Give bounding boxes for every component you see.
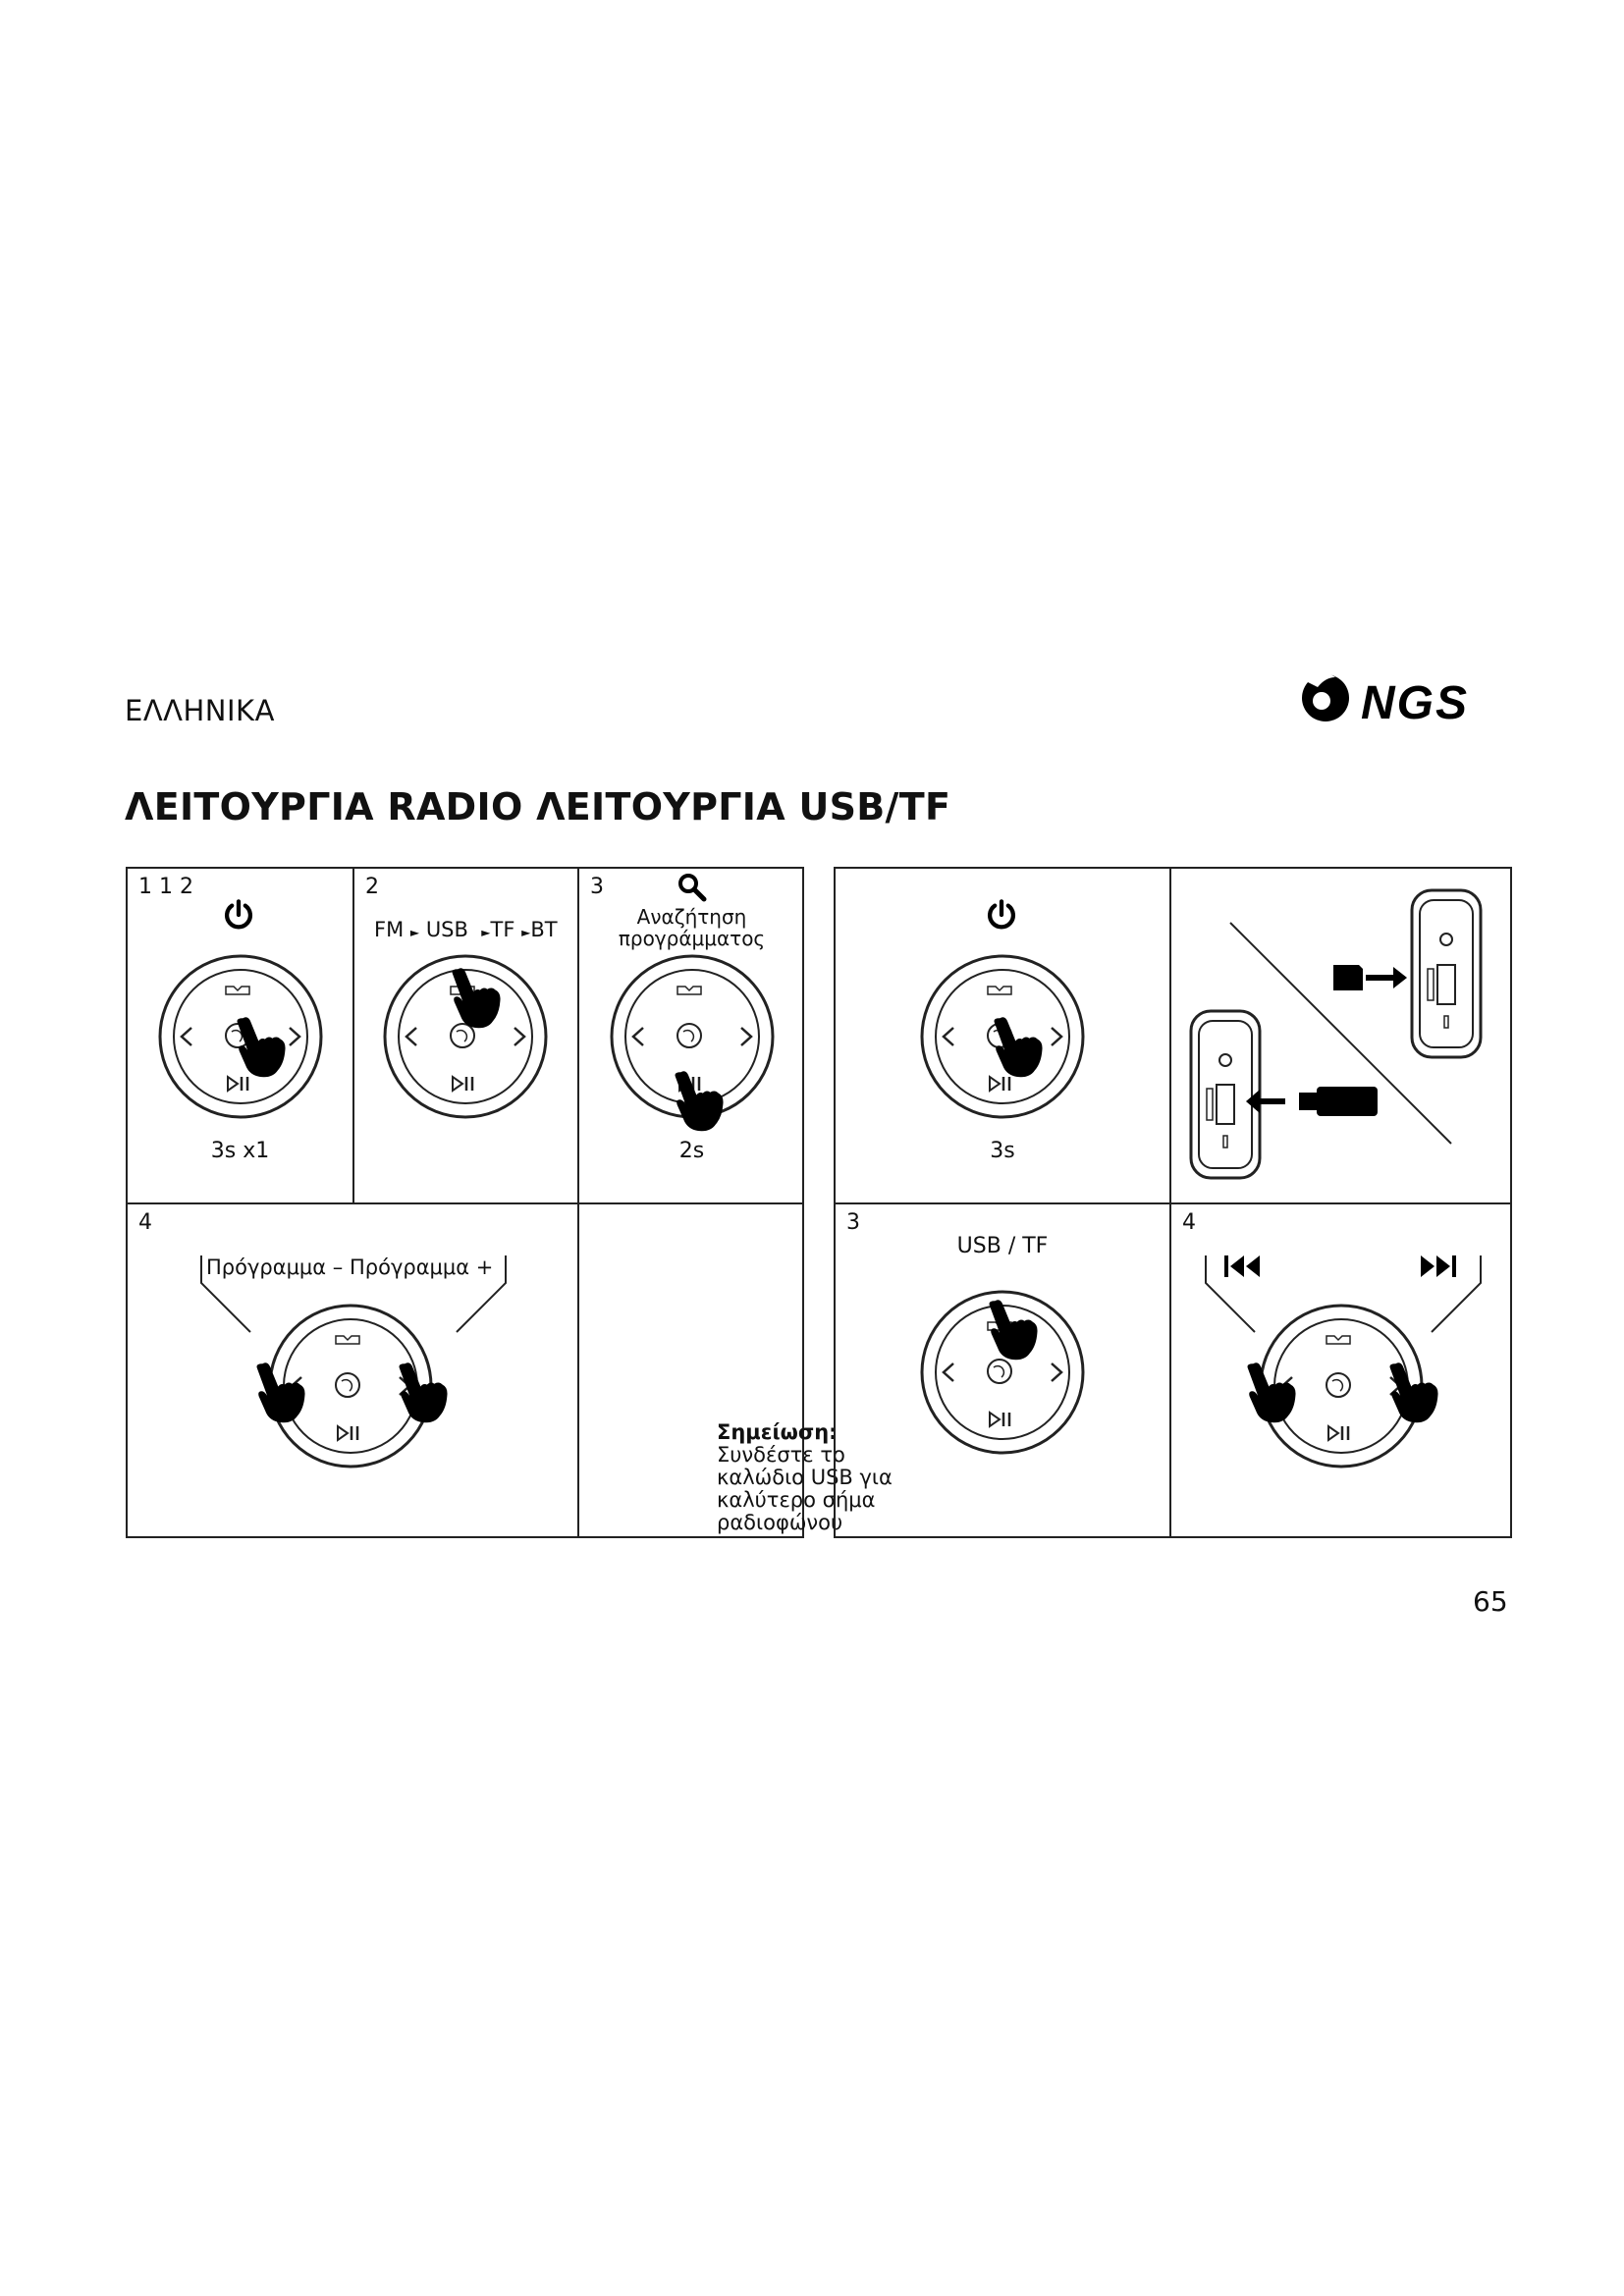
hand-press-icon xyxy=(988,1299,1043,1363)
power-icon xyxy=(985,898,1018,932)
step-duration: 3s xyxy=(990,1139,1015,1163)
step-duration: 2s xyxy=(678,1139,705,1163)
hand-press-left-icon xyxy=(255,1362,310,1426)
radio-instructions-panel xyxy=(126,867,893,1538)
arrow-right-icon: ► xyxy=(481,926,491,939)
mode-usb: USB xyxy=(425,918,468,941)
page-number: 65 xyxy=(1473,1585,1508,1618)
usb-step-4 xyxy=(1171,1204,1510,1538)
step-number: 4 xyxy=(138,1210,152,1235)
step-duration: 3s x1 xyxy=(210,1139,270,1163)
hand-press-right-icon xyxy=(1388,1362,1443,1426)
search-label-line-2: προγράμματος xyxy=(618,927,766,950)
logo-text: NGS xyxy=(1361,677,1470,728)
radio-step-4 xyxy=(128,1204,577,1538)
mode-bt: BT xyxy=(530,918,558,941)
radio-step-2 xyxy=(354,869,577,1202)
brand-logo xyxy=(1294,667,1510,728)
power-icon xyxy=(222,898,255,932)
step-number: 3 xyxy=(590,875,604,899)
ngs-brand-icon xyxy=(1294,667,1510,728)
usb-step-power xyxy=(836,869,1169,1202)
radio-step-1 xyxy=(128,869,352,1202)
step-number: 4 xyxy=(1182,1210,1196,1235)
search-label xyxy=(579,906,804,949)
hand-press-icon xyxy=(236,1016,291,1081)
hand-press-icon xyxy=(451,967,506,1032)
step-number: 1 1 2 xyxy=(138,875,193,899)
usb-insert-illustration xyxy=(1171,869,1510,1202)
note-heading: Σημείωση: xyxy=(717,1420,838,1444)
mode-fm: FM xyxy=(374,918,405,941)
insert-media-diagram xyxy=(1171,869,1510,1202)
search-icon xyxy=(677,873,707,902)
radio-step-3 xyxy=(579,869,804,1202)
mode-tf: TF xyxy=(490,918,515,941)
language-label: ΕΛΛΗΝΙΚΑ xyxy=(125,694,275,727)
usb-step-3 xyxy=(836,1204,1169,1538)
program-label: Πρόγραμμα – Πρόγραμμα + xyxy=(206,1255,494,1279)
arrow-right-icon: ► xyxy=(521,926,531,939)
hand-press-icon xyxy=(674,1070,729,1135)
note-line-4: ραδιοφώνου xyxy=(717,1511,843,1534)
note-line-2: καλώδιο USB για xyxy=(717,1466,893,1489)
step-number: 3 xyxy=(846,1210,860,1235)
usb-tf-instructions-panel xyxy=(834,867,1512,1538)
hand-press-left-icon xyxy=(1246,1362,1301,1426)
page-title: ΛΕΙΤΟΥΡΓΙΑ RADIO ΛΕΙΤΟΥΡΓΙΑ USB/TF xyxy=(125,785,951,828)
hand-press-icon xyxy=(993,1016,1048,1081)
note-line-1: Συνδέστε το xyxy=(717,1443,845,1467)
hand-press-right-icon xyxy=(398,1362,453,1426)
search-label-line-1: Αναζήτηση xyxy=(636,905,747,929)
mode-sequence xyxy=(374,918,558,941)
note-line-3: καλύτερο σήμα xyxy=(717,1488,876,1512)
mode-label: USB / TF xyxy=(956,1234,1049,1258)
step-number: 2 xyxy=(365,875,379,899)
arrow-right-icon: ► xyxy=(409,926,420,939)
